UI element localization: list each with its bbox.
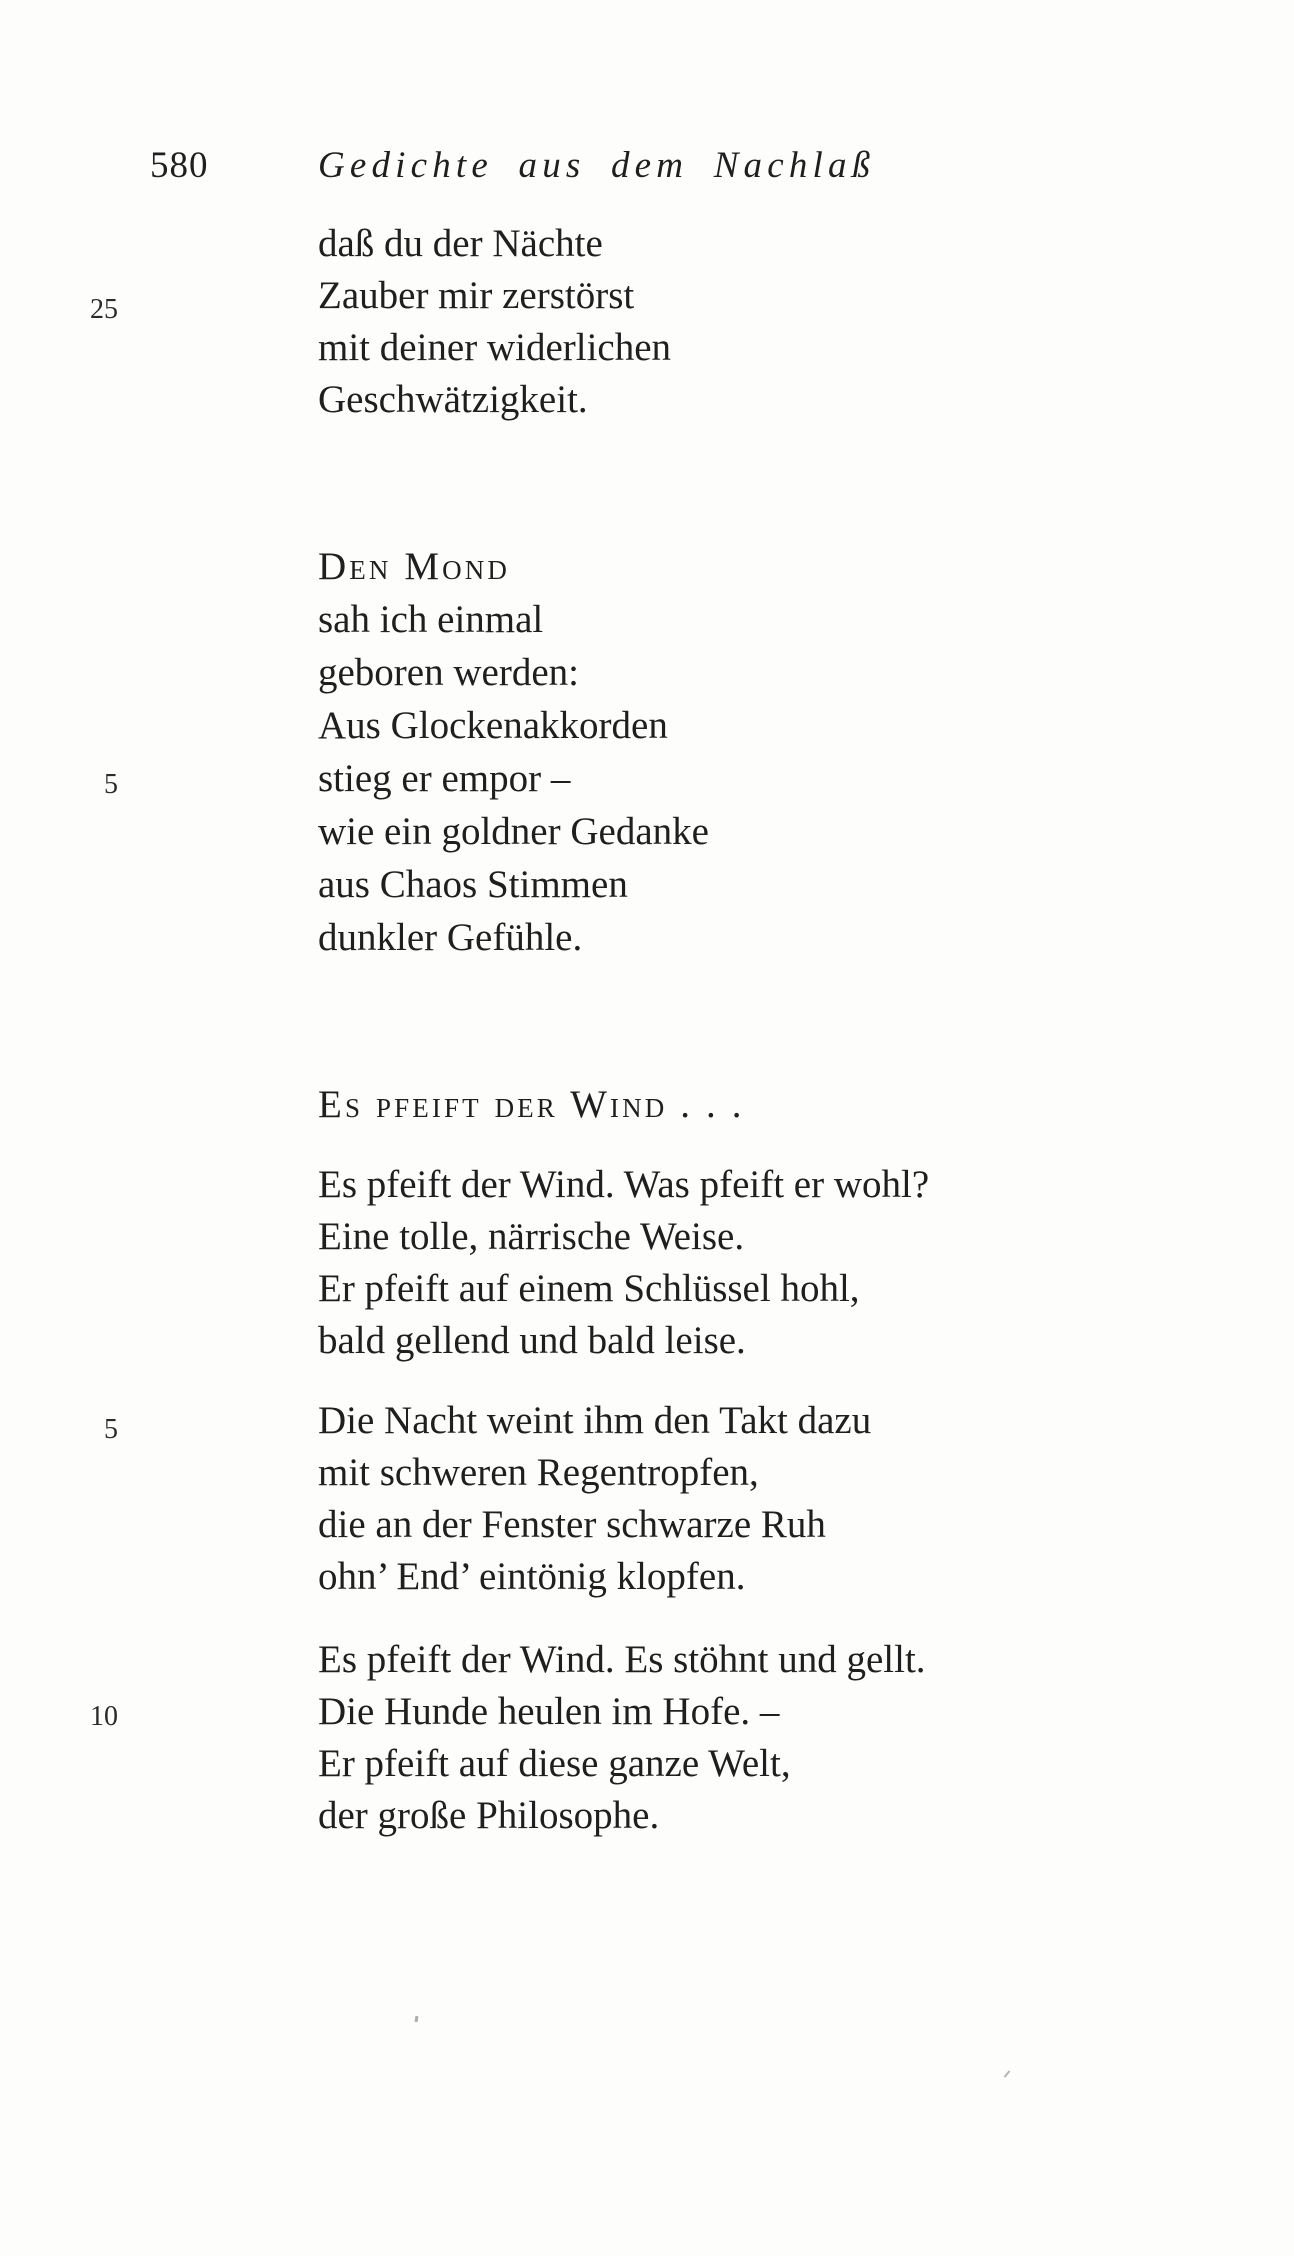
poem-wind-stanza-1 bbox=[318, 1159, 929, 1367]
poem-line: Es pfeift der Wind. Was pfeift er wohl? bbox=[318, 1163, 930, 1206]
poem-den-mond bbox=[318, 593, 709, 964]
poem-line: Die Nacht weint ihm den Takt dazu bbox=[318, 1399, 872, 1442]
poem-line: mit schweren Regentropfen, bbox=[318, 1451, 759, 1494]
poem-line: aus Chaos Stimmen bbox=[318, 863, 628, 906]
running-title: Gedichte aus dem Nachlaß bbox=[318, 145, 876, 186]
poem-line: der große Philosophe. bbox=[318, 1794, 660, 1837]
poem-line: wie ein goldner Gedanke bbox=[318, 810, 709, 853]
running-header bbox=[0, 144, 1294, 190]
margin-line-number: 5 bbox=[104, 769, 118, 800]
page-number: 580 bbox=[150, 145, 209, 186]
poem-line: geboren werden: bbox=[318, 651, 579, 694]
scan-speck bbox=[1004, 2070, 1011, 2077]
poem-title-den-mond: Den Mond bbox=[318, 545, 511, 588]
poem-wind-stanza-2 bbox=[318, 1395, 871, 1603]
poem-title-es-pfeift-der-wind: Es pfeift der Wind . . . bbox=[318, 1083, 745, 1126]
margin-line-number: 25 bbox=[90, 294, 118, 325]
poem-wind-stanza-3 bbox=[318, 1634, 926, 1842]
poem-line: Er pfeift auf diese ganze Welt, bbox=[318, 1742, 791, 1785]
poem-line: ohn’ End’ eintönig klopfen. bbox=[318, 1555, 746, 1598]
poem-line: bald gellend und bald leise. bbox=[318, 1319, 746, 1362]
poem-line: Geschwätzigkeit. bbox=[318, 378, 588, 421]
poem-line: Zauber mir zerstörst bbox=[318, 274, 635, 317]
poem-line: Die Hunde heulen im Hofe. – bbox=[318, 1690, 780, 1733]
poem-line: Eine tolle, närrische Weise. bbox=[318, 1215, 745, 1258]
poem-line: Er pfeift auf einem Schlüssel hohl, bbox=[318, 1267, 860, 1310]
scan-speck bbox=[415, 2016, 419, 2022]
poem-line: sah ich einmal bbox=[318, 598, 544, 641]
poem-line: Aus Glockenakkorden bbox=[318, 704, 668, 747]
poem-fragment bbox=[318, 218, 671, 426]
poem-line: mit deiner widerlichen bbox=[318, 326, 672, 369]
margin-line-number: 10 bbox=[90, 1701, 118, 1732]
poem-line: die an der Fenster schwarze Ruh bbox=[318, 1503, 826, 1546]
poem-line: Es pfeift der Wind. Es stöhnt und gellt. bbox=[318, 1638, 926, 1681]
poem-line: daß du der Nächte bbox=[318, 222, 603, 265]
poem-line: dunkler Gefühle. bbox=[318, 916, 583, 959]
poem-line: stieg er empor – bbox=[318, 757, 571, 800]
margin-line-number: 5 bbox=[104, 1414, 118, 1445]
